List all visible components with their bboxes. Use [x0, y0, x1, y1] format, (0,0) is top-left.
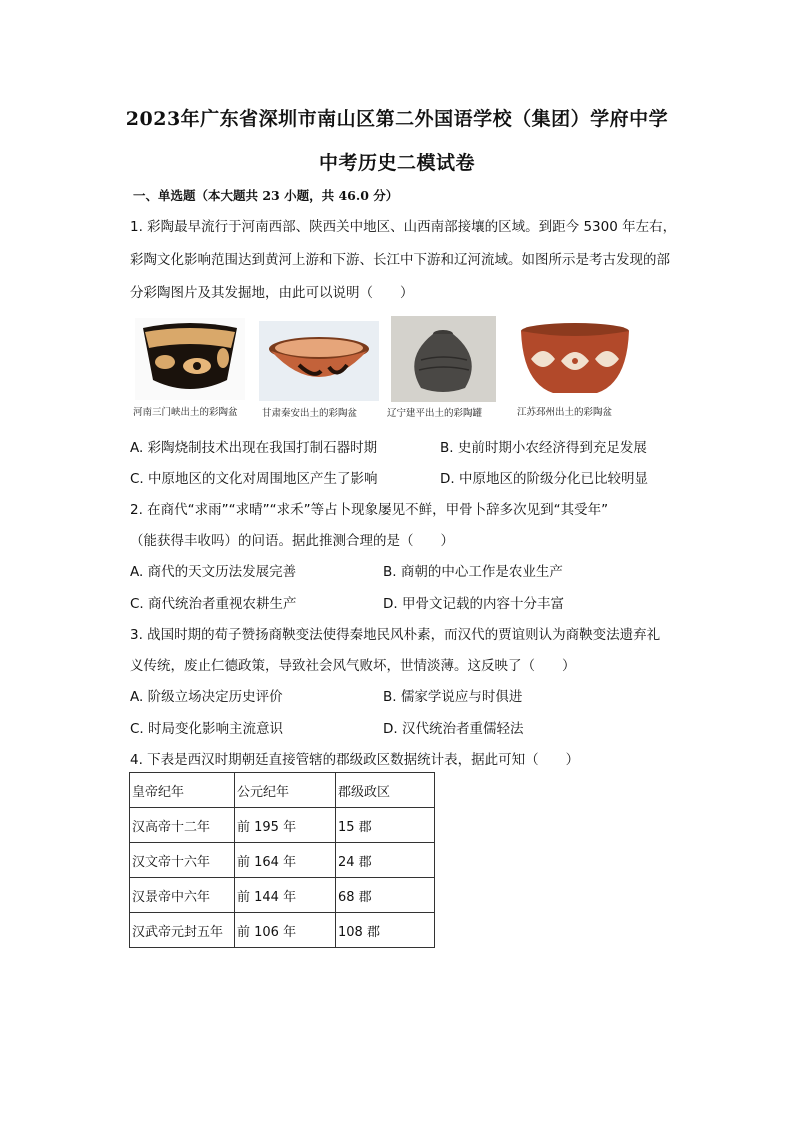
pottery-image-sanmenxia: [135, 318, 245, 400]
caption-sanmenxia: 河南三门峡出土的彩陶盆: [133, 407, 238, 418]
q3-stem-line2: 义传统，废止仁德政策，导致社会风气败坏，世情淡薄。这反映了（ ）: [130, 658, 576, 674]
q2-option-a[interactable]: A. 商代的天文历法发展完善: [130, 564, 297, 580]
q2-option-d[interactable]: D. 甲骨文记载的内容十分丰富: [383, 596, 564, 612]
pottery-image-qinan: [259, 321, 379, 401]
q1-option-b[interactable]: B. 史前时期小农经济得到充足发展: [440, 440, 647, 456]
q2-stem-line2: （能获得丰收吗）的问语。据此推测合理的是（ ）: [130, 533, 454, 549]
table-header-cell: 皇帝纪年: [130, 773, 235, 808]
q3-option-b[interactable]: B. 儒家学说应与时俱进: [383, 689, 523, 705]
q2-stem-line1: 2. 在商代“求雨”“求晴”“求禾”等占卜现象屡见不鲜，甲骨卜辞多次见到“其受年”: [130, 502, 609, 518]
q3-option-c[interactable]: C. 时局变化影响主流意识: [130, 721, 284, 737]
q1-stem-line2: 彩陶文化影响范围达到黄河上游和下游、长江中下游和辽河流域。如图所示是考古发现的部: [130, 252, 670, 268]
q3-option-a[interactable]: A. 阶级立场决定历史评价: [130, 689, 283, 705]
caption-jianping: 辽宁建平出土的彩陶罐: [387, 408, 483, 419]
q3-stem-line1: 3. 战国时期的荀子赞扬商鞅变法使得秦地民风朴素，而汉代的贾谊则认为商鞅变法遗弃礼: [130, 627, 661, 643]
table-cell: 汉武帝元封五年: [130, 913, 235, 948]
caption-qinan: 甘肃秦安出土的彩陶盆: [262, 408, 358, 419]
table-row: [130, 808, 435, 843]
exam-title-line1: 2023年广东省深圳市南山区第二外国语学校（集团）学府中学: [125, 108, 669, 130]
table-cell: 前 195 年: [235, 808, 336, 843]
table-row: [130, 913, 435, 948]
q3-option-d[interactable]: D. 汉代统治者重儒轻法: [383, 721, 524, 737]
table-header-row: [130, 773, 435, 808]
table-cell: 前 106 年: [235, 913, 336, 948]
table-cell: 24 郡: [336, 843, 435, 878]
table-cell: 68 郡: [336, 878, 435, 913]
q1-option-d[interactable]: D. 中原地区的阶级分化已比较明显: [440, 471, 648, 487]
table-cell: 前 164 年: [235, 843, 336, 878]
pottery-image-jianping: [391, 316, 496, 402]
q2-option-c[interactable]: C. 商代统治者重视农耕生产: [130, 596, 297, 612]
table-cell: 汉高帝十二年: [130, 808, 235, 843]
exam-title-line2: 中考历史二模试卷: [318, 152, 475, 174]
table-cell: 15 郡: [336, 808, 435, 843]
q4-stem-line1: 4. 下表是西汉时期朝廷直接管辖的郡级政区数据统计表，据此可知（ ）: [130, 752, 580, 768]
q1-stem-line3: 分彩陶图片及其发掘地，由此可以说明（ ）: [130, 285, 414, 301]
table-cell: 108 郡: [336, 913, 435, 948]
q1-stem-line1: 1. 彩陶最早流行于河南西部、陕西关中地区、山西南部接壤的区域。到距今 5300 年左右，: [130, 219, 677, 235]
table-header-cell: 公元纪年: [235, 773, 336, 808]
q1-option-a[interactable]: A. 彩陶烧制技术出现在我国打制石器时期: [130, 440, 378, 456]
pottery-image-pizhou: [513, 319, 638, 401]
table-cell: 汉景帝中六年: [130, 878, 235, 913]
table-cell: 前 144 年: [235, 878, 336, 913]
table-row: [130, 878, 435, 913]
q2-option-b[interactable]: B. 商朝的中心工作是农业生产: [383, 564, 563, 580]
section-heading: 一、单选题（本大题共 23 小题，共 46.0 分）: [133, 188, 399, 203]
caption-pizhou: 江苏邳州出土的彩陶盆: [517, 407, 613, 418]
q1-option-c[interactable]: C. 中原地区的文化对周围地区产生了影响: [130, 471, 378, 487]
table-cell: 汉文帝十六年: [130, 843, 235, 878]
table-header-cell: 郡级政区: [336, 773, 435, 808]
commandery-stats-table: [129, 772, 435, 948]
table-row: [130, 843, 435, 878]
